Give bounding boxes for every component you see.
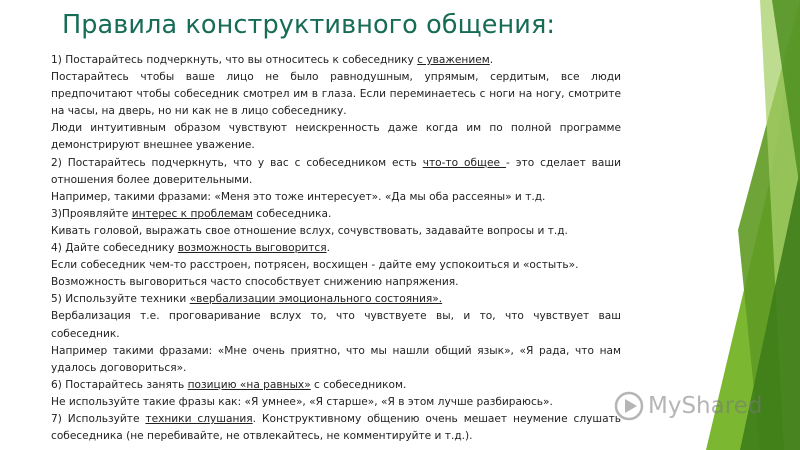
text: 4) Дайте собеседнику: [51, 242, 178, 255]
text: 1) Постарайтесь подчеркнуть, что вы относитесь к собеседнику: [51, 54, 418, 66]
text: 3)Проявляйте: [51, 207, 132, 220]
paragraph: [51, 377, 621, 394]
underlined-phrase: интерес к проблемам: [131, 207, 253, 220]
underlined-phrase: позицию «на равных»: [187, 378, 311, 391]
paragraph: Не используйте такие фразы как: «Я умнее», «Я старше», «Я в этом лучше разбираюсь».: [51, 395, 553, 408]
paragraph: [51, 52, 621, 69]
text: с собеседником.: [310, 378, 407, 391]
text: собеседника.: [252, 207, 332, 220]
paragraph: [51, 240, 621, 257]
underlined-phrase: с уважением: [417, 54, 490, 66]
underlined-phrase: возможность выговорится: [177, 242, 327, 255]
slide-title: Правила конструктивного общения:: [62, 10, 556, 40]
paragraph: [51, 411, 621, 445]
paragraph: Например, такими фразами: «Меня это тоже интересует». «Да мы оба рассеяны» и т.д.: [51, 190, 546, 203]
text: 5) Используйте техники: [51, 293, 190, 306]
underlined-phrase: техники слушания: [145, 412, 253, 425]
slide-content: [51, 52, 621, 445]
paragraph: Кивать головой, выражать свое отношение вслух, сочувствовать, задавайте вопросы и т.д.: [51, 224, 568, 237]
paragraph: [51, 291, 621, 308]
underlined-phrase: «вербализации эмоционального состояния».: [189, 293, 443, 306]
text: - это сделает ваши отношения более доверительными.: [51, 156, 621, 186]
watermark-text: MyShared: [648, 393, 763, 419]
paragraph: Например такими фразами: «Мне очень приятно, что мы нашли общий язык», «Я рада, что нам удалось договориться».: [51, 344, 621, 374]
paragraph: Люди интуитивным образом чувствуют неискренность даже когда им по полной программе демонстрируют внешнее уважение.: [51, 122, 621, 152]
text: 2) Постарайтесь подчеркнуть, что у вас с собеседником есть: [51, 156, 423, 169]
decorative-green-triangles: [610, 0, 800, 450]
play-logo-icon: [614, 391, 644, 421]
paragraph: [51, 206, 621, 223]
paragraph: [51, 155, 621, 189]
paragraph: Возможность выговориться часто способствует снижению напряжения.: [51, 276, 459, 289]
text: .: [326, 242, 330, 255]
myshared-watermark: [614, 391, 762, 421]
text: . Конструктивному общению очень мешает неумение слушать собеседника (не перебивайте, не отвлекайтесь, не комментируйте и т.д.).: [51, 412, 621, 443]
text: 7) Используйте: [51, 412, 146, 425]
text: .: [489, 54, 494, 66]
underlined-phrase: что-то общее: [422, 156, 506, 169]
paragraph: Постарайтесь чтобы ваше лицо не было равнодушным, упрямым, сердитым, все люди предпочитают чтобы собеседник смотрел им в глаза. Если переминаетесь с ноги на ногу, смотрите на часы, на дверь, но ни как не в лицо собеседнику.: [51, 71, 621, 118]
paragraph: Если собеседник чем-то расстроен, потрясен, восхищен - дайте ему успокоиться и «остыть».: [51, 259, 579, 272]
text: 6) Постарайтесь занять: [51, 378, 188, 391]
paragraph: Вербализация т.е. проговаривание вслух то, что чувствуете вы, и то, что чувствует ваш собеседник.: [51, 310, 621, 340]
